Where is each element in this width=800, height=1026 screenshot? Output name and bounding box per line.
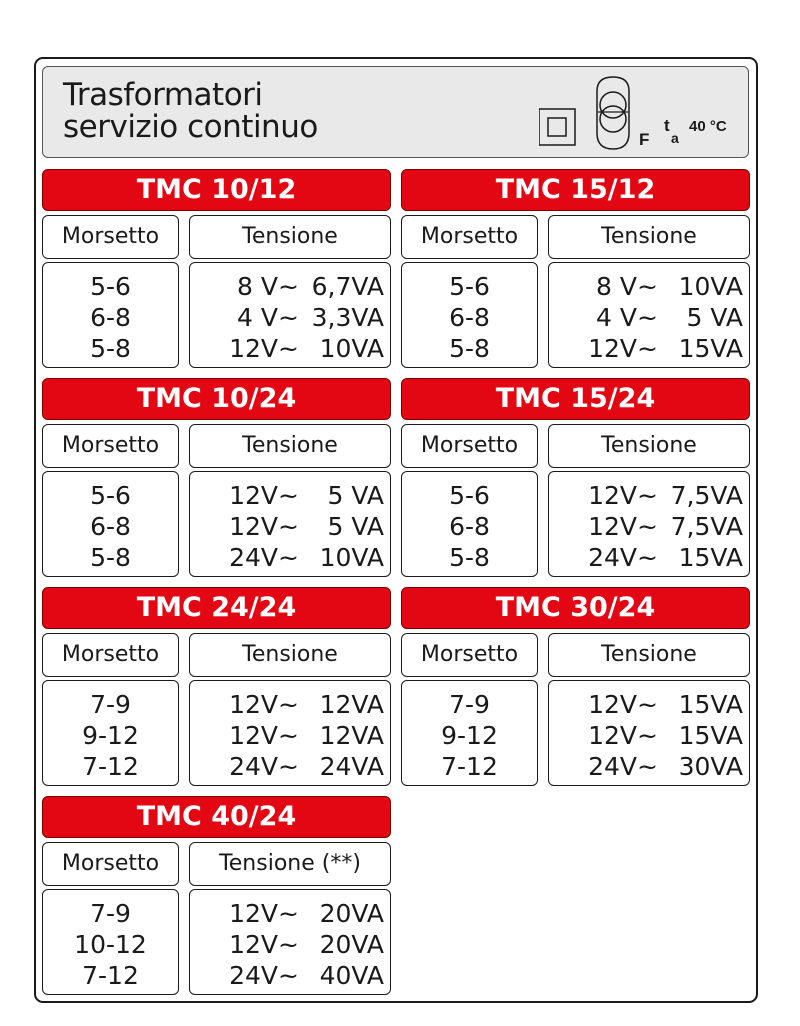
model-title: TMC 30/24 (401, 587, 750, 629)
ac-symbol: ~ (637, 512, 658, 541)
terminal-header (401, 633, 538, 677)
voltage-header (189, 842, 391, 886)
voltage-rows (190, 898, 390, 991)
terminal-header-label: Morsetto (420, 642, 519, 667)
voltage-rows (549, 480, 749, 573)
voltage-value: 12V (229, 690, 278, 719)
voltage-value: 24V (229, 961, 278, 990)
terminal-cell: 7-12 (82, 752, 139, 781)
terminal-header-label: Morsetto (61, 642, 160, 667)
voltage-cell (549, 542, 749, 573)
terminal-cell: 5-8 (449, 543, 490, 572)
terminal-data-box (401, 262, 538, 368)
power-value: 5 VA (327, 512, 384, 541)
terminal-cell: 7-9 (449, 690, 490, 719)
voltage-data-box (189, 889, 391, 995)
voltage-value: 8 V (237, 272, 278, 301)
voltage-value: 24V (588, 543, 637, 572)
model-title: TMC 10/12 (42, 169, 391, 211)
terminal-cell: 6-8 (90, 303, 131, 332)
ac-symbol: ~ (278, 930, 299, 959)
terminal-cell: 7-12 (82, 961, 139, 990)
voltage-cell (549, 302, 749, 333)
voltage-cell (190, 302, 390, 333)
voltage-cell (190, 271, 390, 302)
ac-symbol: ~ (278, 721, 299, 750)
ac-symbol: ~ (278, 512, 299, 541)
symbol-a: a (671, 130, 679, 146)
ac-symbol: ~ (278, 334, 299, 363)
model-title: TMC 15/12 (401, 169, 750, 211)
voltage-cell (190, 960, 390, 991)
voltage-value: 4 V (596, 303, 637, 332)
ac-symbol: ~ (278, 481, 299, 510)
voltage-cell (549, 689, 749, 720)
symbol-f: F (639, 130, 650, 149)
terminal-cell: 7-9 (90, 690, 131, 719)
terminal-cell: 7-9 (90, 899, 131, 928)
voltage-value: 12V (229, 512, 278, 541)
power-value: 5 VA (686, 303, 743, 332)
voltage-cell (190, 542, 390, 573)
voltage-header-label: Tensione (601, 642, 697, 667)
ac-symbol: ~ (637, 481, 658, 510)
voltage-header-label: Tensione (242, 433, 338, 458)
voltage-rows (190, 480, 390, 573)
ac-symbol: ~ (637, 690, 658, 719)
power-value: 7,5VA (670, 481, 743, 510)
voltage-cell (190, 720, 390, 751)
voltage-header-label: Tensione (601, 224, 697, 249)
terminal-rows (43, 271, 178, 364)
terminal-cell: 5-8 (90, 334, 131, 363)
voltage-data-box (548, 262, 750, 368)
ac-symbol: ~ (637, 272, 658, 301)
voltage-cell (549, 720, 749, 751)
power-value: 20VA (319, 899, 384, 928)
terminal-data-box (42, 262, 179, 368)
voltage-header-label: Tensione (**) (219, 851, 361, 876)
voltage-header (548, 215, 750, 259)
terminal-header (401, 424, 538, 468)
voltage-cell (549, 511, 749, 542)
power-value: 40VA (319, 961, 384, 990)
terminal-rows (402, 271, 537, 364)
power-value: 30VA (678, 752, 743, 781)
voltage-header-label: Tensione (601, 433, 697, 458)
terminal-header (42, 424, 179, 468)
model-title: TMC 40/24 (42, 796, 391, 838)
ac-symbol: ~ (278, 752, 299, 781)
terminal-data-box (42, 471, 179, 577)
voltage-data-box (189, 471, 391, 577)
power-value: 7,5VA (670, 512, 743, 541)
terminal-rows (43, 480, 178, 573)
terminal-cell: 10-12 (74, 930, 147, 959)
power-value: 10VA (319, 334, 384, 363)
power-value: 3,3VA (311, 303, 384, 332)
terminal-header (42, 215, 179, 259)
ac-symbol: ~ (637, 752, 658, 781)
voltage-value: 12V (588, 334, 637, 363)
ac-symbol: ~ (637, 303, 658, 332)
voltage-data-box (548, 680, 750, 786)
terminal-cell: 5-6 (449, 272, 490, 301)
voltage-rows (549, 271, 749, 364)
terminal-data-box (42, 680, 179, 786)
header-panel (42, 66, 749, 158)
ac-symbol: ~ (278, 690, 299, 719)
header-title (63, 79, 318, 143)
voltage-data-box (548, 471, 750, 577)
terminal-cell: 5-8 (90, 543, 131, 572)
header-title-line2: servizio continuo (63, 109, 318, 145)
voltage-value: 24V (229, 543, 278, 572)
terminal-header-label: Morsetto (420, 224, 519, 249)
power-value: 20VA (319, 930, 384, 959)
voltage-value: 12V (588, 690, 637, 719)
voltage-value: 12V (229, 930, 278, 959)
voltage-cell (190, 898, 390, 929)
power-value: 10VA (319, 543, 384, 572)
voltage-cell (549, 333, 749, 364)
power-value: 10VA (678, 272, 743, 301)
power-value: 12VA (319, 721, 384, 750)
header-title-line1: Trasformatori (63, 77, 263, 113)
terminal-header (42, 633, 179, 677)
symbol-temp: 40 °C (689, 118, 727, 135)
voltage-value: 12V (588, 721, 637, 750)
ac-symbol: ~ (278, 272, 299, 301)
voltage-value: 12V (588, 481, 637, 510)
voltage-cell (549, 751, 749, 782)
voltage-rows (549, 689, 749, 782)
symbol-t: t (664, 116, 670, 135)
voltage-value: 12V (229, 721, 278, 750)
terminal-data-box (401, 680, 538, 786)
terminal-cell: 9-12 (82, 721, 139, 750)
power-value: 15VA (678, 334, 743, 363)
model-title: TMC 10/24 (42, 378, 391, 420)
voltage-header-label: Tensione (242, 642, 338, 667)
power-value: 15VA (678, 721, 743, 750)
voltage-value: 12V (229, 899, 278, 928)
power-value: 6,7VA (311, 272, 384, 301)
terminal-rows (43, 689, 178, 782)
terminal-header-label: Morsetto (61, 851, 160, 876)
voltage-cell (190, 480, 390, 511)
terminal-cell: 5-6 (90, 272, 131, 301)
voltage-value: 12V (229, 481, 278, 510)
voltage-cell (190, 511, 390, 542)
voltage-value: 4 V (237, 303, 278, 332)
model-title: TMC 15/24 (401, 378, 750, 420)
terminal-cell: 5-6 (90, 481, 131, 510)
voltage-cell (549, 271, 749, 302)
power-value: 5 VA (327, 481, 384, 510)
terminal-cell: 6-8 (449, 303, 490, 332)
voltage-header (189, 633, 391, 677)
terminal-cell: 6-8 (449, 512, 490, 541)
voltage-header (189, 424, 391, 468)
terminal-header-label: Morsetto (420, 433, 519, 458)
ac-symbol: ~ (637, 543, 658, 572)
terminal-rows (402, 689, 537, 782)
terminal-cell: 9-12 (441, 721, 498, 750)
voltage-cell (549, 480, 749, 511)
power-value: 15VA (678, 690, 743, 719)
ac-symbol: ~ (278, 961, 299, 990)
power-value: 15VA (678, 543, 743, 572)
terminal-cell: 5-8 (449, 334, 490, 363)
terminal-data-box (401, 471, 538, 577)
terminal-data-box (42, 889, 179, 995)
voltage-cell (190, 929, 390, 960)
terminal-cell: 5-6 (449, 481, 490, 510)
terminal-rows (402, 480, 537, 573)
voltage-value: 12V (229, 334, 278, 363)
ac-symbol: ~ (278, 543, 299, 572)
ac-symbol: ~ (278, 899, 299, 928)
terminal-cell: 7-12 (441, 752, 498, 781)
voltage-cell (190, 333, 390, 364)
certification-symbols (539, 73, 747, 153)
terminal-cell: 6-8 (90, 512, 131, 541)
voltage-data-box (189, 680, 391, 786)
voltage-rows (190, 689, 390, 782)
safety-transformer-icon (597, 77, 629, 149)
terminal-header (42, 842, 179, 886)
double-insulation-icon (539, 109, 575, 145)
voltage-header (189, 215, 391, 259)
terminal-rows (43, 898, 178, 991)
voltage-header (548, 633, 750, 677)
voltage-cell (190, 689, 390, 720)
voltage-value: 8 V (596, 272, 637, 301)
voltage-value: 24V (588, 752, 637, 781)
voltage-data-box (189, 262, 391, 368)
terminal-header (401, 215, 538, 259)
voltage-value: 24V (229, 752, 278, 781)
ac-symbol: ~ (637, 334, 658, 363)
voltage-value: 12V (588, 512, 637, 541)
terminal-header-label: Morsetto (61, 433, 160, 458)
power-value: 24VA (319, 752, 384, 781)
voltage-header (548, 424, 750, 468)
terminal-header-label: Morsetto (61, 224, 160, 249)
ac-symbol: ~ (278, 303, 299, 332)
voltage-cell (190, 751, 390, 782)
model-title: TMC 24/24 (42, 587, 391, 629)
power-value: 12VA (319, 690, 384, 719)
voltage-rows (190, 271, 390, 364)
ac-symbol: ~ (637, 721, 658, 750)
voltage-header-label: Tensione (242, 224, 338, 249)
